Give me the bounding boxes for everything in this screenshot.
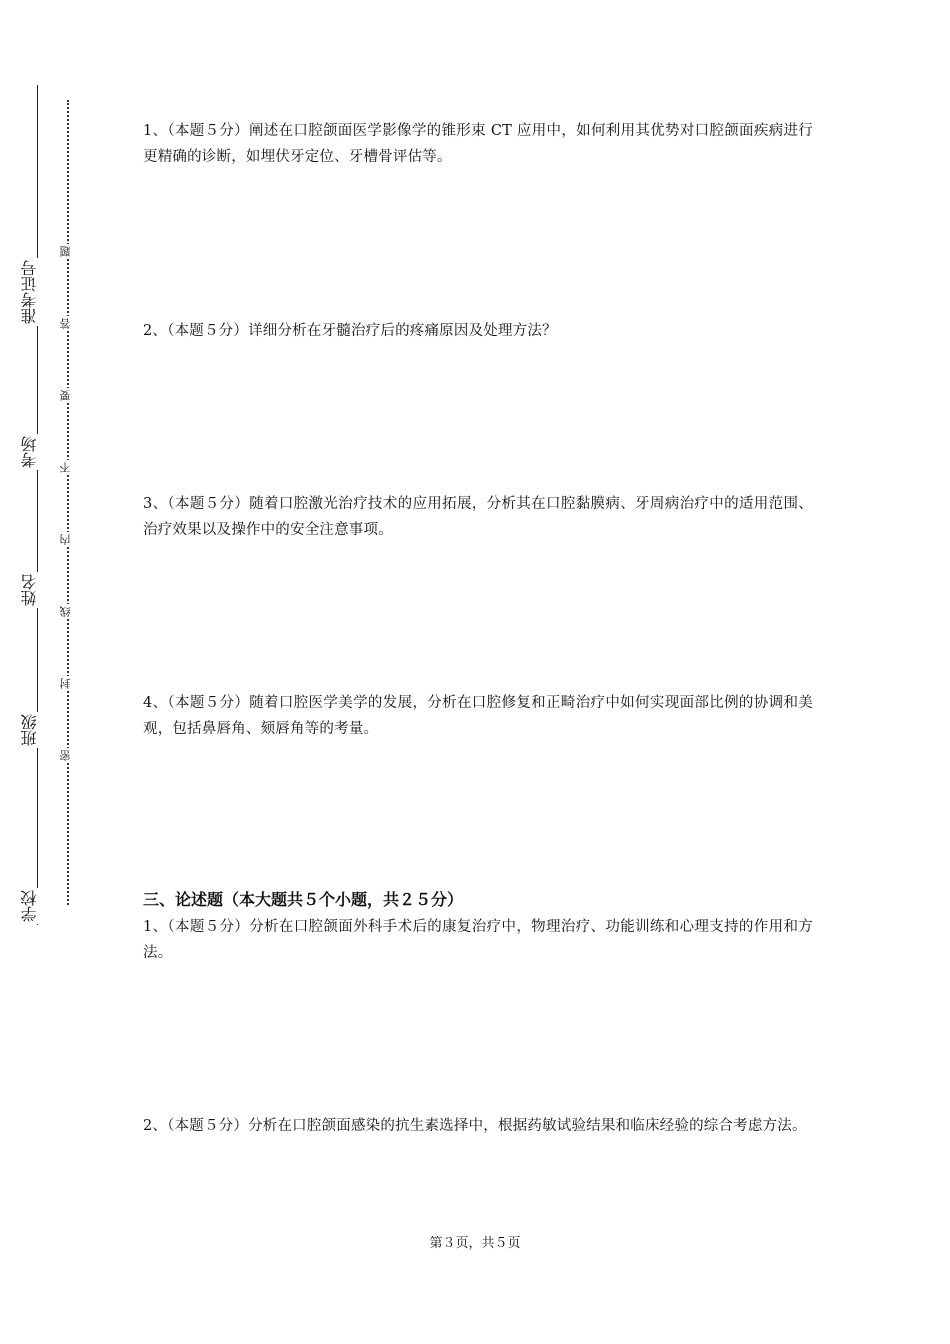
seal-char: 要 <box>59 390 72 401</box>
section-title: 三、论述题（本大题共５个小题，共２５分） <box>143 890 464 909</box>
field-name: 姓名 <box>20 574 39 606</box>
seal-char: 封 <box>59 678 72 689</box>
field-admission-number: 准考证号 <box>20 260 39 324</box>
seal-char: 答 <box>59 318 72 329</box>
field-class: 班级 <box>20 714 39 746</box>
binding-solid-line <box>37 85 38 925</box>
question-text: 2、（本题５分）详细分析在牙髓治疗后的疼痛原因及处理方法？ <box>143 323 557 339</box>
question-text: 1、（本题５分）分析在口腔颌面外科手术后的康复治疗中，物理治疗、功能训练和心理支持的作用和方法。 <box>143 919 813 961</box>
field-exam-room: 考场 <box>20 436 39 468</box>
field-school: 学校 <box>20 890 39 922</box>
page-number: 第３页，共５页 <box>429 1236 521 1251</box>
binding-margin <box>0 0 110 1344</box>
seal-dotted-line <box>67 100 69 905</box>
question-text: 3、（本题５分）随着口腔激光治疗技术的应用拓展，分析其在口腔黏膜病、牙周病治疗中的适用范围、治疗效果以及操作中的安全注意事项。 <box>143 496 813 538</box>
question-text: 1、（本题５分）阐述在口腔颌面医学影像学的锥形束 CT 应用中，如何利用其优势对口腔颌面疾病进行更精确的诊断，如埋伏牙定位、牙槽骨评估等。 <box>143 123 813 165</box>
seal-char: 密 <box>59 750 72 761</box>
seal-char: 不 <box>59 462 72 473</box>
seal-char: 题 <box>59 246 72 257</box>
question-text: 2、（本题５分）分析在口腔颌面感染的抗生素选择中，根据药敏试验结果和临床经验的综合考虑方法。 <box>143 1118 807 1134</box>
seal-char: 线 <box>59 606 72 617</box>
question-text: 4、（本题５分）随着口腔医学美学的发展，分析在口腔修复和正畸治疗中如何实现面部比例的协调和美观，包括鼻唇角、颏唇角等的考量。 <box>143 695 813 737</box>
seal-char: 内 <box>59 534 72 545</box>
